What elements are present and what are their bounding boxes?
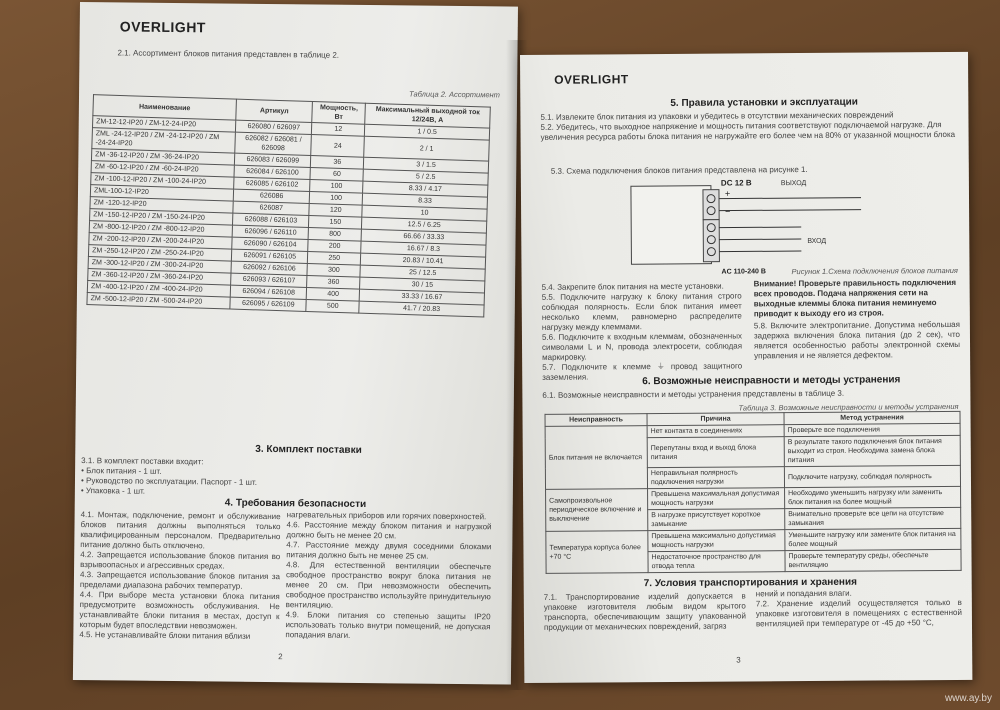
section5-title: 5. Правила установки и эксплуатации: [670, 96, 858, 109]
table-cell: ZM -60-12-IP20 / ZM -60-24-IP20: [91, 161, 234, 177]
cause-cell: Нет контакта в соединениях: [647, 425, 784, 438]
diagram-output-label: ВЫХОД: [780, 180, 807, 188]
table-cell: 626088 / 626103: [233, 213, 310, 227]
page-number-right: 3: [736, 655, 741, 665]
table-cell: 24: [311, 135, 365, 158]
page-number-left: 2: [278, 652, 283, 662]
cause-cell: В нагрузке присутствует короткое замыкание: [648, 509, 785, 531]
method-cell: Необходимо уменьшить нагрузку или заменить блок питания на более мощный: [785, 486, 961, 508]
table-cell: 400: [307, 287, 360, 301]
warning-text: Внимание! Проверьте правильность подключения всех проводов. Подача напряжения сети на выходные клеммы блока питания неминуемо приводит к выходу его из строя.: [753, 277, 957, 319]
table-cell: ZM -150-12-IP20 / ZM -150-24-IP20: [90, 209, 233, 225]
table-cell: 100: [310, 180, 363, 194]
table-cell: 20.83 / 10.41: [361, 253, 486, 269]
table-cell: 500: [306, 299, 359, 313]
section5-text: 5.1. Извлеките блок питания из упаковки и убедитесь в отсутствии механических повреждений 5.2. Убедитесь, что выходное напряжение и мощность питания соответствуют подключаемой нагрузке. Для увеличения ресурса работы блока питания не нагружайте его более чем на 80% от указанной мощности блока: [540, 110, 956, 142]
table-cell: 626092 / 626106: [231, 261, 308, 275]
section61-text: 6.1. Возможные неисправности и методы устранения представлены в таблице 3.: [542, 388, 845, 400]
table-cell: 41.7 / 20.83: [359, 301, 484, 317]
table3-header-cell: Причина: [647, 413, 784, 426]
table-cell: 10: [362, 205, 487, 221]
section54-col1: 5.4. Закрепите блок питания на месте установки. 5.5. Подключите нагрузку к блоку питания строго соблюдая полярность. Если блок питания имеет несколько клемм, равномерно распределите нагрузку между клеммами. 5.6. Подключите к входным клеммам, обозначенных символами L и N, провода электросети, соблюдая маркировку. 5.7. Подключите к клемме ⏚ провод защитного заземления.: [541, 281, 743, 382]
figure1-caption: Рисунок 1.Схема подключения блоков питания: [791, 265, 958, 277]
method-cell: Проверьте все подключения: [784, 423, 960, 436]
connection-diagram: [621, 171, 872, 283]
section3-title: 3. Комплект поставки: [255, 443, 362, 456]
watermark: www.ay.by: [944, 693, 992, 704]
table-cell: 250: [308, 251, 361, 265]
table-cell: 1 / 0.5: [365, 124, 490, 140]
table-cell: ZML-100-12-IP20: [90, 185, 233, 201]
svg-text:−: −: [725, 206, 731, 217]
diagram-ac-label: AC 110-240 В: [721, 268, 766, 276]
brand-logo: OVERLIGHT: [119, 18, 206, 36]
section6-title: 6. Возможные неисправности и методы устранения: [642, 374, 901, 388]
section72-text: нений и попадания влаги. 7.2. Хранение изделий осуществляется только в упаковке изготовителя в помещениях с естественной вентиляцией при температуре от -45 до +50 °С,: [755, 588, 962, 629]
table-cell: ZM -200-12-IP20 / ZM -200-24-IP20: [89, 233, 232, 249]
cause-cell: Перепутаны вход и выход блока питания: [647, 437, 784, 468]
faults-table: [545, 411, 962, 574]
method-cell: Подключите нагрузку, соблюдая полярность: [784, 465, 960, 487]
table-cell: ZML -24-12-IP20 / ZM -24-12-IP20 / ZM -24-24-IP20: [92, 128, 236, 153]
section53-text: 5.3. Схема подключения блоков питания представлена на рисунке 1.: [550, 164, 808, 176]
table2-caption: Таблица 2. Ассортимент: [409, 89, 500, 100]
table-cell: 626084 / 626100: [234, 165, 311, 179]
table-cell: 626087: [233, 201, 310, 215]
table-cell: ZM-12-12-IP20 / ZM-12-24-IP20: [92, 116, 235, 132]
table-cell: 626094 / 626108: [230, 285, 307, 299]
table-row: [546, 486, 961, 510]
table-cell: ZM -250-12-IP20 / ZM -250-24-IP20: [88, 245, 231, 261]
fault-cell: Самопроизвольное периодическое включение и выключение: [546, 489, 648, 532]
table2-header-cell: Максимальный выходной ток 12/24В, А: [365, 103, 490, 128]
table-cell: 626085 / 626102: [234, 177, 311, 191]
brand-logo-right: OVERLIGHT: [554, 72, 629, 87]
cause-cell: Превышена максимальная допустимая мощность нагрузки: [648, 488, 785, 510]
table-cell: 626083 / 626099: [235, 153, 312, 167]
table-cell: 626082 / 626081 / 626098: [235, 132, 312, 155]
table-cell: 33.33 / 16.67: [359, 289, 484, 305]
table-cell: 626093 / 626107: [231, 273, 308, 287]
table-cell: 626086: [233, 189, 310, 203]
table-cell: 66.66 / 33.33: [361, 229, 486, 245]
diagram-input-label: ВХОД: [807, 237, 827, 245]
section4-title: 4. Требования безопасности: [224, 497, 367, 511]
table-cell: ZM -400-12-IP20 / ZM -400-24-IP20: [87, 281, 230, 297]
table-row: [546, 528, 961, 552]
table-cell: ZM -120-12-IP20: [90, 197, 233, 213]
table-cell: 36: [311, 156, 364, 170]
table-cell: 150: [309, 215, 362, 229]
manual-page-left: [73, 2, 518, 685]
table2-header-cell: Артикул: [236, 99, 313, 122]
manual-page-right: [520, 52, 972, 683]
fault-cell: Температура корпуса более +70 °C: [546, 531, 648, 574]
table-cell: 30 / 15: [360, 277, 485, 293]
table-cell: ZM -36-12-IP20 / ZM -36-24-IP20: [91, 149, 234, 165]
table-cell: 360: [307, 275, 360, 289]
method-cell: Внимательно проверьте все цепи на отсутствие замыкания: [785, 507, 961, 529]
table-cell: 12: [312, 123, 365, 137]
svg-text:+: +: [724, 188, 731, 199]
method-cell: Уменьшите нагрузку или замените блок питания на более мощный: [785, 528, 961, 550]
table-cell: 12.5 / 6.25: [362, 217, 487, 233]
method-cell: В результате такого подключения блок питания выходит из строя. Необходима замена блока питания: [784, 435, 960, 466]
table-cell: 5 / 2.5: [363, 169, 488, 185]
section4-col1: 4.1. Монтаж, подключение, ремонт и обслуживание блоков питания должны выполняться только квалифицированным персоналом. Предварительно питание должно быть отключено. 4.2. Запрещается использование блоков питания во взрывоопасных и агрессивных средах. 4.3. Запрещается использование блоков питания за пределами диапазона рабочих температур. 4.4. При выборе места установки блока питания предусмотрите возможность обслуживания. Не устанавливайте блоки питания в местах, доступ к которым будет впоследствии невозможен. 4.5. Не устанавливайте блоки питания вблизи: [79, 510, 281, 641]
table-cell: ZM -300-12-IP20 / ZM -300-24-IP20: [88, 257, 231, 273]
section4-col2: нагревательных приборов или горячих поверхностей. 4.6. Расстояние между блоком питания и нагрузкой должно быть не менее 20 см. 4.7. Расстояние между двумя соседними блоками питания должно быть не менее 25 см. 4.8. Для естественной вентиляции обеспечьте свободное пространство вокруг блока питания не менее 20 см. При невозможности обеспечить свободное пространство используйте принудительную вентиляцию. 4.9. Блоки питания со степенью защиты IP20 использовать только внутри помещений, не допуская попадания влаги.: [285, 510, 492, 640]
section58-text: 5.8. Включите электропитание. Допустима небольшая задержка включения блока питания (до 2 сек), что является особенностью работы электронной схемы управления и не является дефектом.: [753, 319, 961, 361]
table-cell: 200: [308, 239, 361, 253]
table-cell: ZM -360-12-IP20 / ZM -360-24-IP20: [88, 269, 231, 285]
table-cell: ZM -100-12-IP20 / ZM -100-24-IP20: [91, 173, 234, 189]
section7-title: 7. Условия транспортирования и хранения: [643, 576, 857, 590]
table3-header-cell: Неисправность: [545, 414, 647, 427]
section71-text: 7.1. Транспортирование изделий допускается в упаковке изготовителя любым видом крытого транспорта, обеспечивающим защиту упакованной продукции от механических повреждений, загряз: [543, 591, 746, 632]
table-cell: 626080 / 626097: [236, 120, 313, 134]
table-cell: 3 / 1.5: [364, 157, 489, 173]
table-cell: 25 / 12.5: [360, 265, 485, 281]
table-cell: 626091 / 626105: [231, 249, 308, 263]
table-cell: 60: [310, 168, 363, 182]
diagram-dc-label: DC 12 В: [720, 178, 752, 188]
table-cell: 800: [308, 227, 361, 241]
cause-cell: Превышена максимально допустимая мощность нагрузки: [648, 530, 785, 552]
cause-cell: Недостаточное пространство для отвода тепла: [648, 551, 785, 573]
assortment-intro: 2.1. Ассортимент блоков питания представлен в таблице 2.: [117, 48, 340, 60]
fault-cell: Блок питания не включается: [545, 426, 647, 490]
assortment-table: [86, 94, 490, 317]
table-cell: 626090 / 626104: [232, 237, 309, 251]
table3-header-cell: Метод устранения: [784, 411, 960, 424]
table-cell: 2 / 1: [364, 136, 489, 161]
table-cell: 120: [309, 203, 362, 217]
table2-header-cell: Наименование: [93, 95, 237, 120]
table-cell: ZM -500-12-IP20 / ZM -500-24-IP20: [87, 293, 230, 309]
table-cell: 8.33 / 4.17: [363, 181, 488, 197]
table-cell: 626095 / 626109: [230, 297, 307, 311]
cause-cell: Неправильная полярность подключения нагрузки: [647, 467, 784, 489]
table-cell: 100: [310, 192, 363, 206]
method-cell: Проверьте температуру среды, обеспечьте вентиляцию: [785, 549, 961, 571]
table-cell: 300: [307, 263, 360, 277]
table-cell: 626096 / 626110: [232, 225, 309, 239]
table2-header-cell: Мощность, Вт: [312, 102, 366, 125]
table-cell: 16.67 / 8.3: [361, 241, 486, 257]
table3-caption: Таблица 3. Возможные неисправности и методы устранения: [738, 401, 959, 413]
table-cell: ZM -800-12-IP20 / ZM -800-12-IP20: [89, 221, 232, 237]
section3-text: 3.1. В комплект поставки входит: • Блок питания - 1 шт. • Руководство по эксплуатации. Паспорт - 1 шт. • Упаковка - 1 шт.: [80, 456, 257, 496]
table-cell: 8.33: [362, 193, 487, 209]
